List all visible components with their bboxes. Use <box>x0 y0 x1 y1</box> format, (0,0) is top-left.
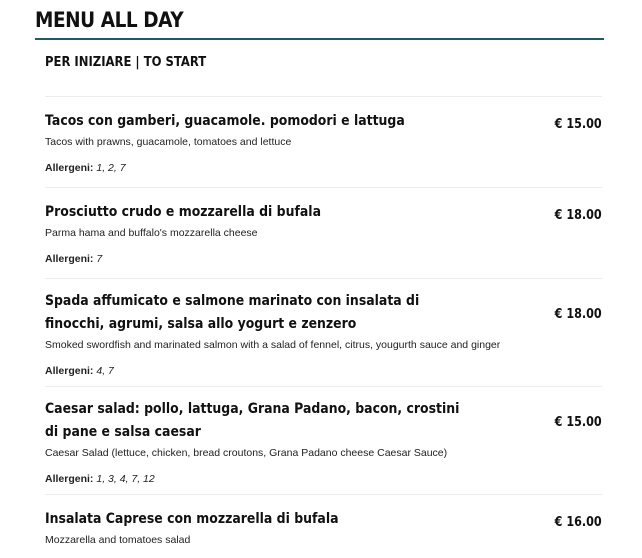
item-divider <box>45 187 602 188</box>
allergens-values: 1, 3, 4, 7, 12 <box>96 473 155 485</box>
item-allergens <box>45 364 602 378</box>
allergens-values: 7 <box>96 253 103 265</box>
section-title: PER INIZIARE | TO START <box>45 54 207 70</box>
item-divider <box>45 386 602 387</box>
menu-item <box>45 290 602 378</box>
item-description: Mozzarella and tomatoes salad <box>45 534 191 546</box>
item-name: Caesar salad: pollo, lattuga, Grana Padano, bacon, crostini di pane e salsa caesar <box>45 401 460 440</box>
allergens-label: Allergeni: <box>45 162 94 174</box>
item-allergens <box>45 472 602 486</box>
item-name: Prosciutto crudo e mozzarella di bufala <box>45 204 321 220</box>
allergens-label: Allergeni: <box>45 253 94 265</box>
menu-item <box>45 508 602 547</box>
item-price: € 16.00 <box>554 515 602 530</box>
allergens-values: 1, 2, 7 <box>96 162 126 174</box>
item-allergens <box>45 252 602 266</box>
menu-item <box>45 201 602 266</box>
item-price: € 18.00 <box>554 307 602 322</box>
item-divider <box>45 494 602 495</box>
item-allergens <box>45 161 602 175</box>
allergens-label: Allergeni: <box>45 473 94 485</box>
item-description: Tacos with prawns, guacamole, tomatoes and lettuce <box>45 136 292 148</box>
item-name: Insalata Caprese con mozzarella di bufala <box>45 511 339 527</box>
item-description: Smoked swordfish and marinated salmon with a salad of fennel, citrus, yougurth sauce and ginger <box>45 339 501 351</box>
item-price: € 15.00 <box>554 415 602 430</box>
allergens-label: Allergeni: <box>45 365 94 377</box>
item-name: Tacos con gamberi, guacamole. pomodori e lattuga <box>45 113 405 129</box>
menu-item <box>45 398 602 486</box>
item-description: Caesar Salad (lettuce, chicken, bread croutons, Grana Padano cheese Caesar Sauce) <box>45 447 448 459</box>
title-divider <box>35 38 604 40</box>
menu-item <box>45 110 602 175</box>
item-price: € 15.00 <box>554 117 602 132</box>
page-title: MENU ALL DAY <box>35 8 184 32</box>
item-divider <box>45 278 602 279</box>
item-price: € 18.00 <box>554 208 602 223</box>
item-description: Parma hama and buffalo's mozzarella cheese <box>45 227 258 239</box>
item-name: Spada affumicato e salmone marinato con insalata di finocchi, agrumi, salsa allo yogurt e zenzero <box>45 293 420 332</box>
section-divider <box>45 96 602 97</box>
allergens-values: 4, 7 <box>96 365 114 377</box>
